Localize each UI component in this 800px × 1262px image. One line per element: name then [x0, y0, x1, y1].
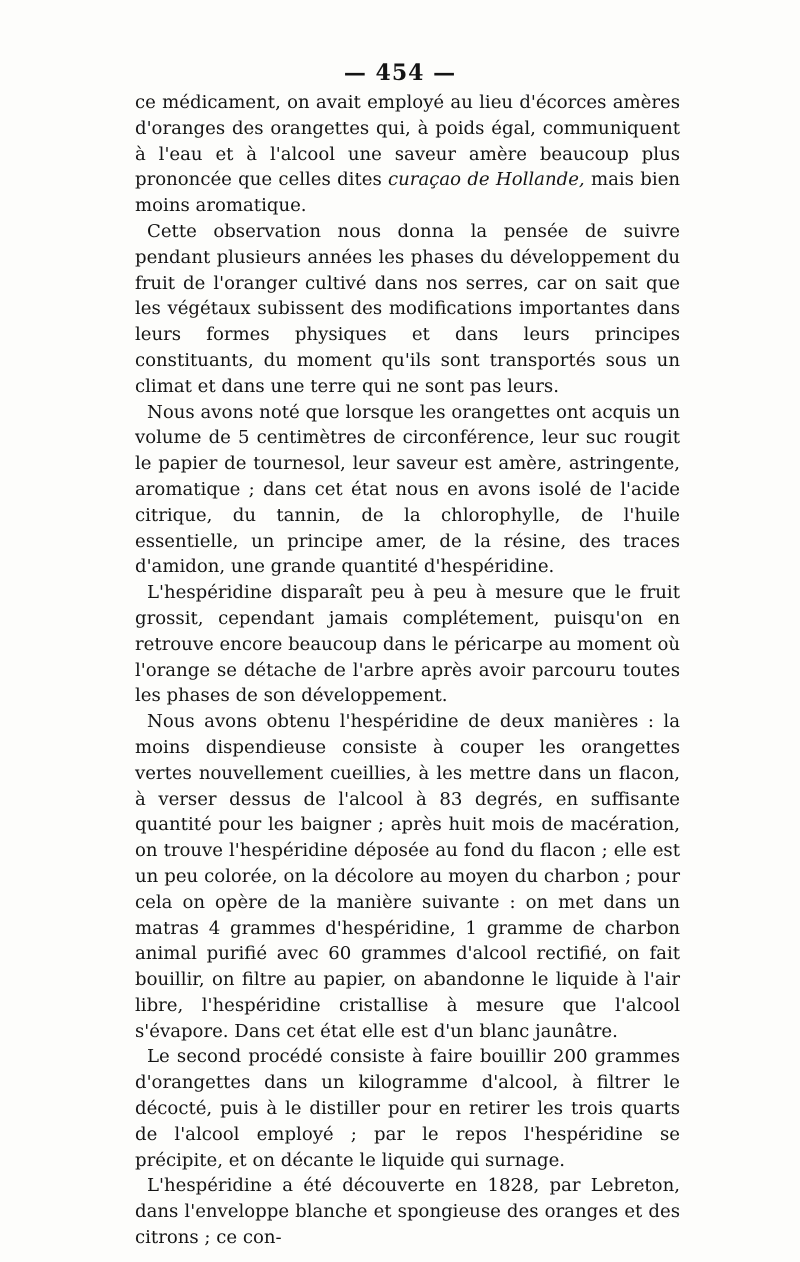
page-number: — 454 — — [343, 60, 457, 86]
paragraph — [135, 400, 680, 581]
paragraph — [135, 1173, 680, 1250]
paragraph-text: ce médicament, on avait employé au lieu d'écorces amères d'oranges des orangettes qui, à poids égal, communiquent à l'eau et à l'alcool une saveur amère beaucoup plus prononcée que celles dites — [135, 92, 680, 191]
paragraph — [135, 709, 680, 1044]
paragraph — [135, 219, 680, 400]
paragraph-text: Nous avons noté que lorsque les orangettes ont acquis un volume de 5 centimètres de circonférence, leur suc rougit le papier de tournesol, leur saveur est amère, astringente, aromatique ; dans cet état nous en avons isolé de l'acide citrique, du tannin, de la chlorophylle, de l'huile essentielle, un principe amer, de la résine, des traces d'amidon, une grande quantité d'hespéridine. — [135, 401, 680, 578]
body-text — [135, 90, 680, 1251]
paragraph — [135, 580, 680, 709]
paragraph-text: Le second procédé consiste à faire bouillir 200 grammes d'orangettes dans un kilogramme d'alcool, à filtrer le décocté, puis à le distiller pour en retirer les trois quarts de l'alcool employé ; par le repos l'hespéridine se précipite, et on décante le liquide qui surnage. — [135, 1046, 680, 1171]
paragraph-text: L'hespéridine disparaît peu à peu à mesure que le fruit grossit, cependant jamais complétement, puisqu'on en retrouve encore beaucoup dans le péricarpe au moment où l'orange se détache de l'arbre après avoir parcouru toutes les phases de son développement. — [135, 582, 680, 707]
paragraph-text: mais bien moins aromatique. — [135, 169, 680, 217]
paragraph — [135, 1044, 680, 1173]
paragraph — [135, 90, 680, 219]
paragraph-text: Nous avons obtenu l'hespéridine de deux manières : la moins dispendieuse consiste à couper les orangettes vertes nouvellement cueillies, à les mettre dans un flacon, à verser dessus de l'alcool à 83 degrés, en suffisante quantité pour les baigner ; après huit mois de macération, on trouve l'hespéridine déposée au fond du flacon ; elle est un peu colorée, on la décolore au moyen du charbon ; pour cela on opère de la manière suivante : on met dans un matras 4 grammes d'hespéridine, 1 gramme de charbon animal purifié avec 60 grammes d'alcool rectifié, on fait bouillir, on filtre au papier, on abandonne le liquide à l'air libre, l'hespéridine cristallise à mesure que l'alcool s'évapore. Dans cet état elle est d'un blanc jaunâtre. — [135, 711, 680, 1042]
italic-text: curaçao de Hollande, — [388, 169, 585, 191]
paragraph-text: L'hespéridine a été découverte en 1828, par Lebreton, dans l'enveloppe blanche et spongieuse des oranges et des citrons ; ce con- — [135, 1175, 680, 1249]
paragraph-text: Cette observation nous donna la pensée de suivre pendant plusieurs années les phases du développement du fruit de l'oranger cultivé dans nos serres, car on sait que les végétaux subissent des modifications importantes dans leurs formes physiques et dans leurs principes constituants, du moment qu'ils sont transportés sous un climat et dans une terre qui ne sont pas leurs. — [135, 220, 680, 397]
